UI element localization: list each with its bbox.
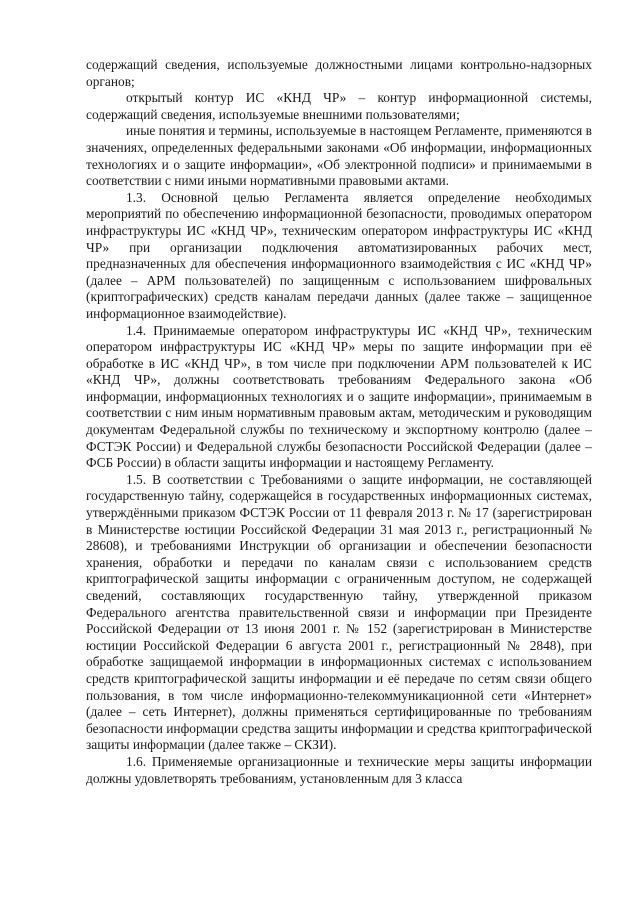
paragraph-1-5: 1.5. В соответствии с Требованиями о защите информации, не составляющей государственную тайну, содержащейся в государственных информационных системах, утверждёнными приказом ФСТЭК России от 11 февраля 2013 г. № 17 (зарегистрирован в Министерстве юстиции Российской Федерации 31 мая 2013 г., регистрационный № 28608), и требованиями Инструкции об организации и обеспечении безопасности хранения, обработки и передачи по каналам связи с использованием средств криптографической защиты информации с ограниченным доступом, не содержащей сведений, составляющих государственную тайну, утвержденной приказом Федерального агентства правительственной связи и информации при Президенте Российской Федерации от 13 июня 2001 г. № 152 (зарегистрирован в Министерстве юстиции Российской Федерации 6 августа 2001 г., регистрационный № 2848), при обработке защищаемой информации в информационных системах с использованием средств криптографической защиты информации и её передаче по сетям связи общего пользования, в том числе информационно-телекоммуникационной сети «Интернет» (далее – сеть Интернет), должны применяться сертифицированные по требованиям безопасности информации средства защиты информации и средства криптографической защиты информации (далее также – СКЗИ).	[86, 471, 592, 753]
paragraph-open-contour-definition: открытый контур ИС «КНД ЧР» – контур информационной системы, содержащий сведения, используемые внешними пользователями;	[86, 90, 592, 122]
paragraph-1-6: 1.6. Применяемые организационные и технические меры защиты информации должны удовлетворять требованиям, установленным для 3 класса	[86, 753, 592, 786]
paragraph-other-terms: иные понятия и термины, используемые в настоящем Регламенте, применяются в значениях, определенных федеральными законами «Об информации, информационных технологиях и о защите информации», «Об электронной подписи» и принимаемыми в соответствии с ними иными нормативными правовыми актами.	[86, 123, 592, 189]
paragraph-1-3: 1.3. Основной целью Регламента является определение необходимых мероприятий по обеспечению информационной безопасности, проводимых оператором инфраструктуры ИС «КНД ЧР», техническим оператором инфраструктуры ИС «КНД ЧР» при организации подключения автоматизированных рабочих мест, предназначенных для обеспечения информационного взаимодействия с ИС «КНД ЧР» (далее – АРМ пользователей) по защищенным с использованием шифровальных (криптографических) средств каналам передачи данных (далее также – защищенное информационное взаимодействие).	[86, 189, 592, 321]
paragraph-closed-contour-continuation: содержащий сведения, используемые должностными лицами контрольно-надзорных органов;	[86, 57, 592, 89]
paragraph-1-4: 1.4. Принимаемые оператором инфраструктуры ИС «КНД ЧР», техническим оператором инфраструктуры ИС «КНД ЧР» меры по защите информации при её обработке в ИС «КНД ЧР», в том числе при подключении АРМ пользователей к ИС «КНД ЧР», должны соответствовать требованиям Федерального закона «Об информации, информационных технологиях и о защите информации», принимаемым в соответствии с ним иным нормативным правовым актам, методическим и руководящим документам Федеральной службы по техническому и экспортному контролю (далее – ФСТЭК России) и Федеральной службы безопасности Российской Федерации (далее – ФСБ России) в области защиты информации и настоящему Регламенту.	[86, 322, 592, 471]
